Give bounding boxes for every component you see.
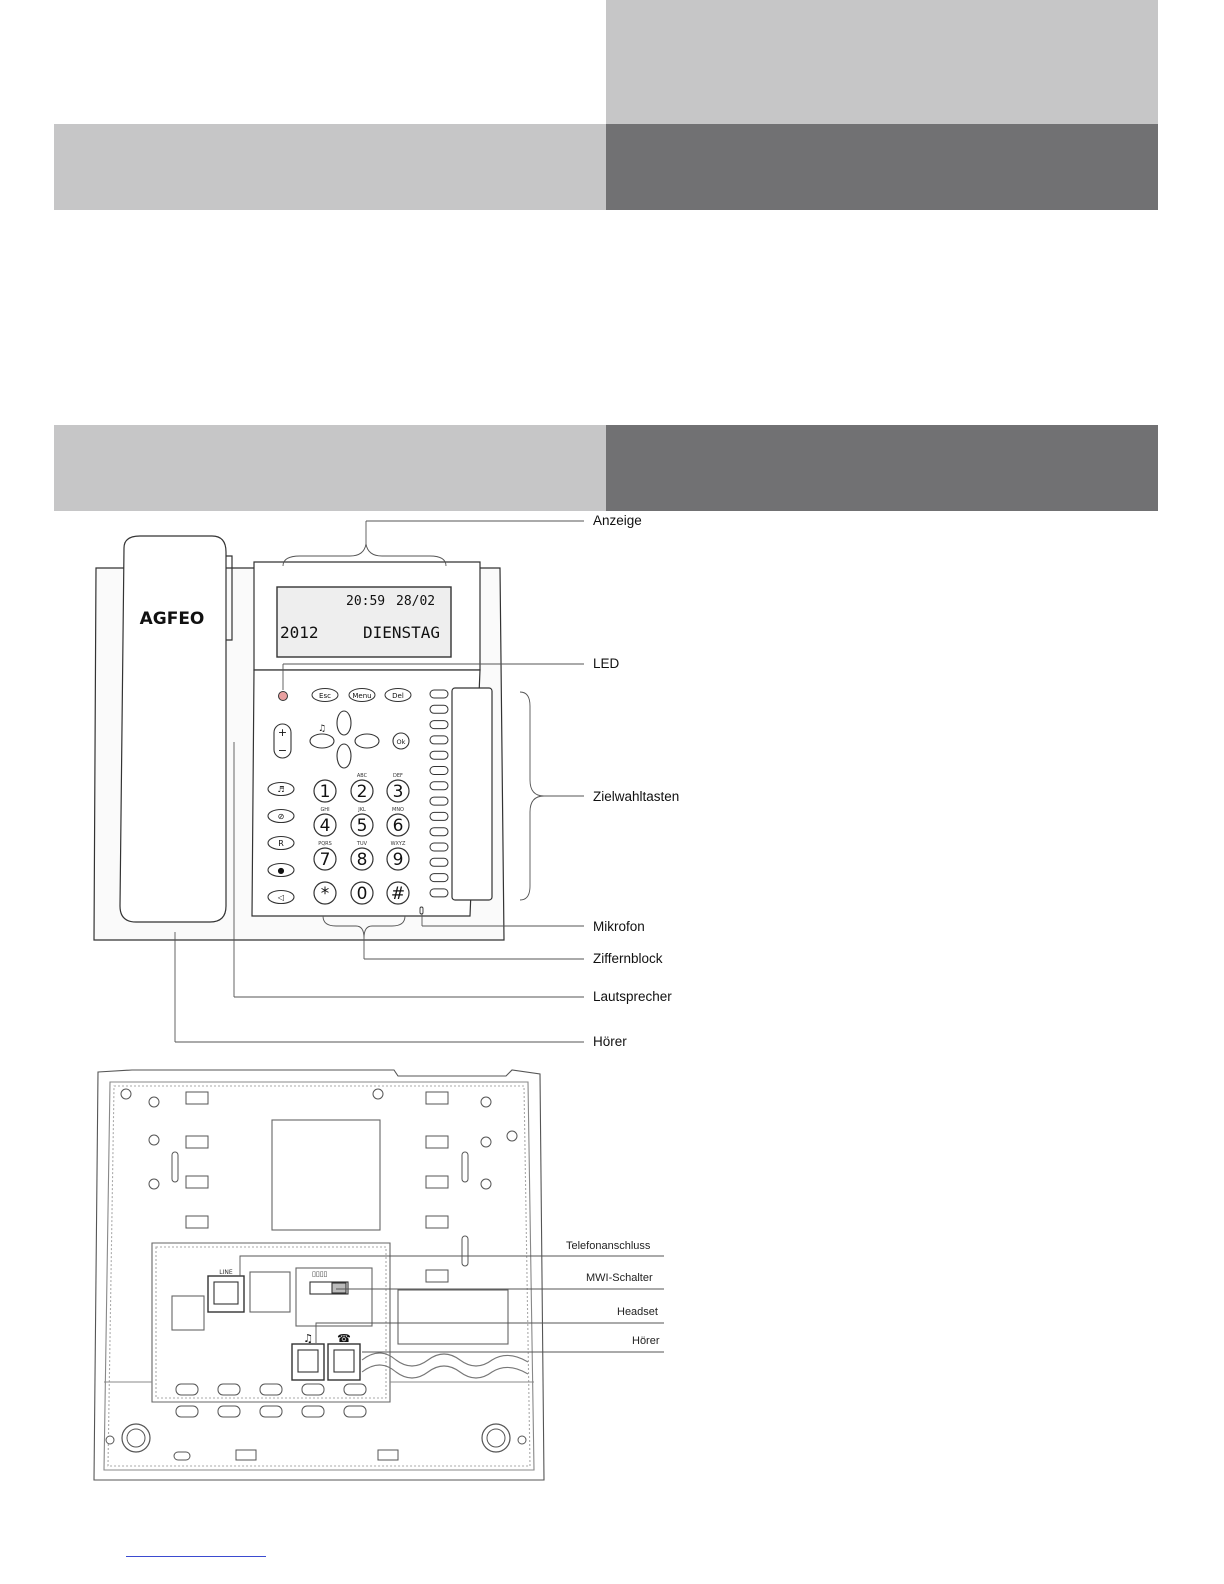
lcd-day: DIENSTAG (363, 623, 441, 642)
keypad-letters: PQRS (318, 841, 332, 847)
handset-jack-icon: ☎ (337, 1332, 351, 1345)
callout-led: LED (593, 656, 620, 671)
headset-jack-icon: ♫ (303, 1332, 313, 1345)
cable-slot (176, 1384, 198, 1395)
keypad-digit: # (390, 884, 406, 904)
esc-key-label: Esc (319, 692, 331, 700)
callout-phone-connection: Telefonanschluss (566, 1240, 651, 1252)
phonebook-icon: ♫ (318, 724, 327, 734)
housing-rib (462, 1236, 468, 1266)
lcd-time: 20:59 (346, 594, 386, 609)
housing-rib (172, 1152, 178, 1182)
keypad-digit: 1 (319, 782, 331, 802)
keypad-digit: 5 (356, 816, 368, 836)
cable-slot (302, 1384, 324, 1395)
mute-icon: ⊘ (277, 812, 285, 821)
corner-screw (518, 1436, 526, 1444)
corner-screw (106, 1436, 114, 1444)
mwi-switch-icon: ▯▯▯▯ (312, 1270, 328, 1278)
headset-icon: ♬ (277, 785, 285, 794)
keypad-digit: 9 (392, 850, 404, 870)
screw-hole (481, 1097, 491, 1107)
screw-hole (373, 1089, 383, 1099)
lcd-year: 2012 (280, 623, 319, 642)
speaker-icon: ◁ (277, 893, 285, 902)
screw-hole (149, 1135, 159, 1145)
keypad-digit: 0 (356, 884, 368, 904)
keypad-letters: ABC (356, 773, 368, 779)
keypad-digit: * (320, 884, 330, 904)
keypad-letters: JKL (358, 807, 366, 813)
housing-rib (462, 1152, 468, 1182)
keypad-digit: 8 (356, 850, 368, 870)
callout-display: Anzeige (593, 513, 642, 528)
cable-slot (218, 1406, 240, 1417)
rubber-foot-inner (487, 1429, 505, 1447)
keypad-digit: 2 (356, 782, 368, 802)
callout-loudspeaker: Lautsprecher (593, 989, 672, 1004)
menu-key-label: Menu (352, 692, 372, 700)
keypad-letters: WXYZ (390, 841, 406, 847)
callout-headset: Headset (617, 1306, 658, 1318)
screw-hole (481, 1137, 491, 1147)
cable-slot (344, 1406, 366, 1417)
housing-slot (426, 1176, 448, 1188)
ok-key-label: Ok (396, 738, 406, 746)
callout-mwi-switch: MWI-Schalter (586, 1272, 653, 1284)
screw-hole (481, 1179, 491, 1189)
keypad-letters: MNO (392, 807, 404, 813)
housing-slot (186, 1176, 208, 1188)
housing-slot (186, 1216, 208, 1228)
screw-hole (149, 1097, 159, 1107)
keypad-digit: 6 (392, 816, 404, 836)
callout-keypad: Ziffernblock (593, 951, 663, 966)
cable-slot (260, 1384, 282, 1395)
keypad-digit: 7 (319, 850, 331, 870)
r-key-label: R (278, 839, 284, 848)
vent-slot (378, 1450, 398, 1460)
cable-slot (344, 1384, 366, 1395)
screw-hole (507, 1131, 517, 1141)
callout-handset: Hörer (593, 1034, 627, 1049)
housing-slot (186, 1092, 208, 1104)
housing-slot (186, 1136, 208, 1148)
cable-slot (218, 1384, 240, 1395)
housing-slot (426, 1216, 448, 1228)
del-key-label: Del (392, 692, 404, 700)
housing-slot (426, 1270, 448, 1282)
screw-hole (121, 1089, 131, 1099)
volume-plus-icon: + (277, 726, 288, 739)
footer-link-line[interactable] (126, 1556, 266, 1557)
keypad-letters: DEF (393, 773, 403, 779)
conference-icon: ● (277, 866, 285, 875)
keypad-letters: TUV (356, 841, 368, 847)
line-label: LINE (219, 1269, 233, 1276)
screw-hole (149, 1179, 159, 1189)
cable-slot (302, 1406, 324, 1417)
volume-minus-icon: − (277, 744, 288, 757)
brand-logo: AGFEO (139, 609, 205, 629)
housing-slot (426, 1092, 448, 1104)
housing-slot (426, 1136, 448, 1148)
vent-slot (236, 1450, 256, 1460)
callout-microphone: Mikrofon (593, 919, 645, 934)
callout-speed-dial-keys: Zielwahltasten (593, 789, 680, 804)
rubber-foot-inner (127, 1429, 145, 1447)
callout-rear-handset: Hörer (632, 1335, 660, 1347)
cable-slot (176, 1406, 198, 1417)
keypad-letters: GHI (320, 807, 330, 813)
keypad-digit: 4 (319, 816, 331, 836)
small-slot (174, 1452, 190, 1460)
cable-slot (260, 1406, 282, 1417)
lcd-date: 28/02 (396, 594, 436, 609)
keypad-digit: 3 (392, 782, 404, 802)
